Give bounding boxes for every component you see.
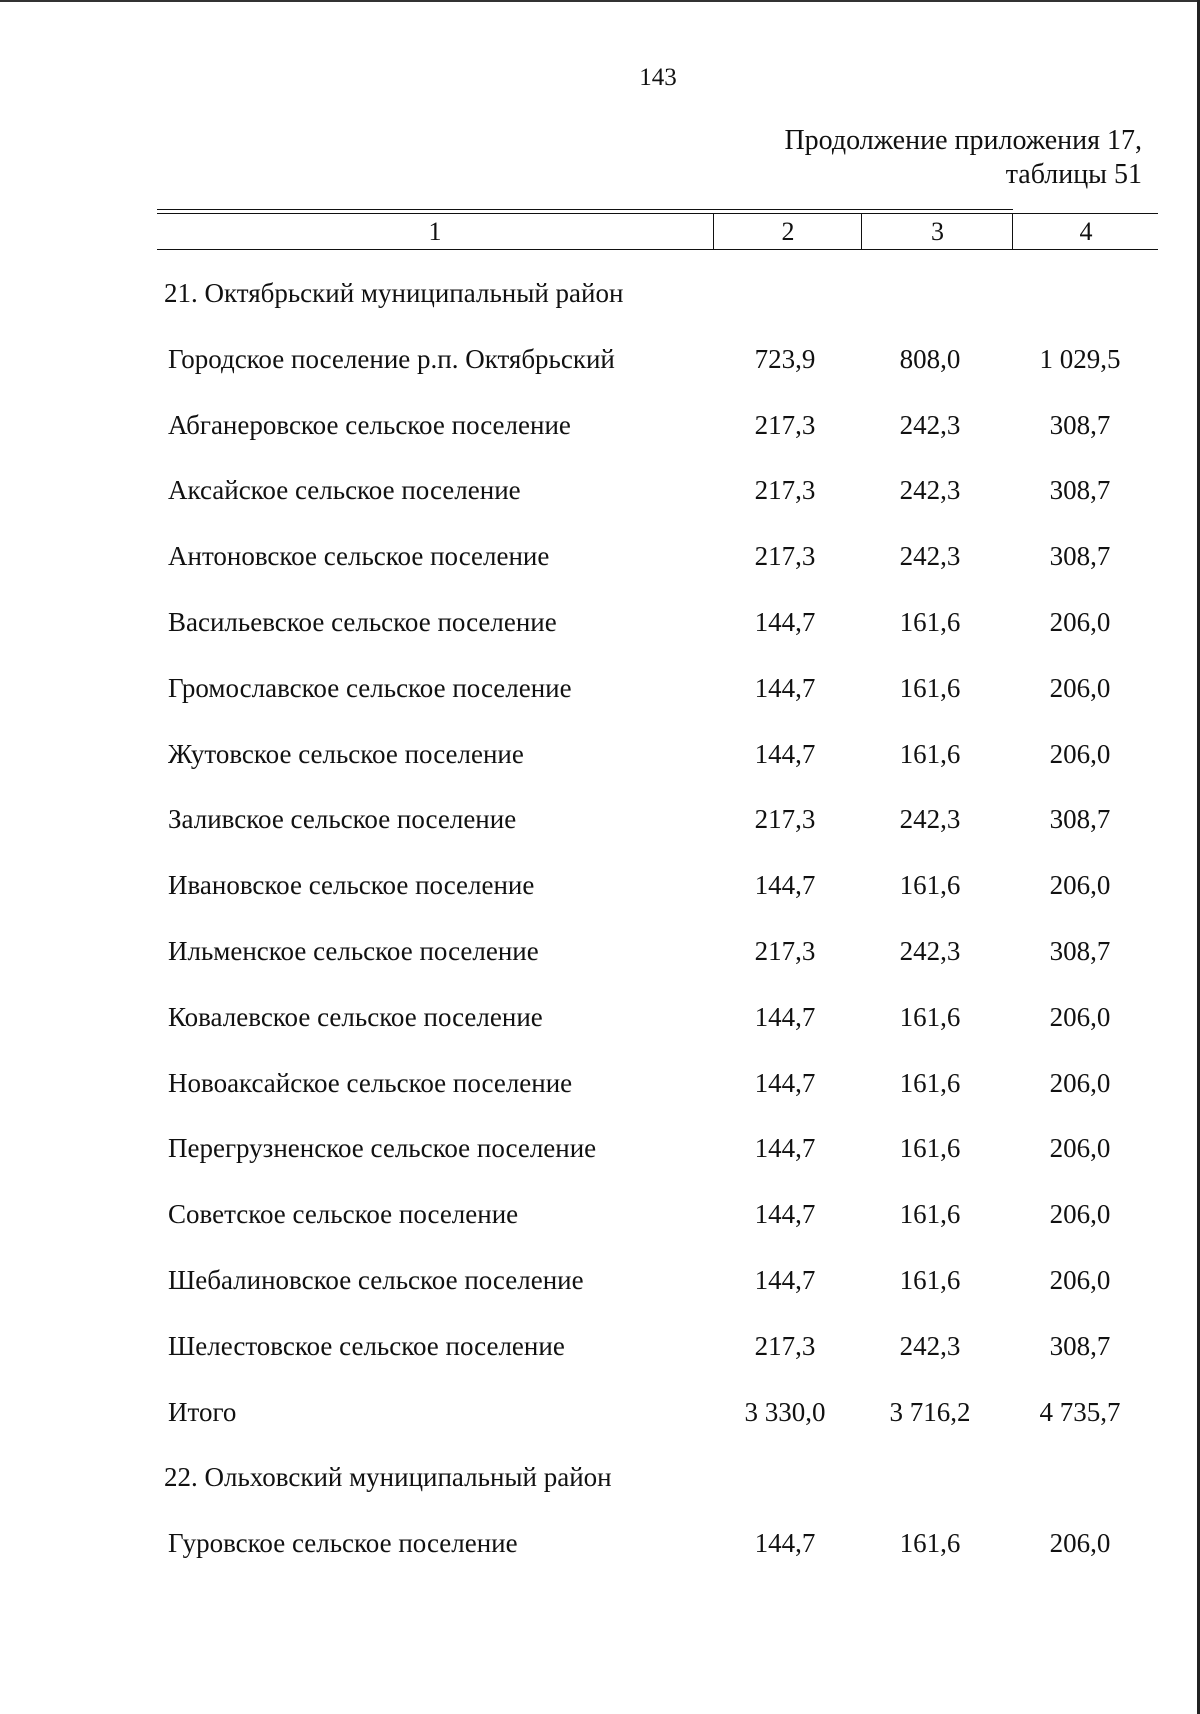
section-heading: 21. Октябрьский муниципальный район bbox=[164, 278, 624, 308]
value-col-4: 206,0 bbox=[1049, 1133, 1111, 1164]
settlement-name: Шебалиновское сельское поселение bbox=[168, 1264, 584, 1295]
value-col-2: 144,7 bbox=[754, 1001, 816, 1032]
settlement-name: Шелестовское сельское поселение bbox=[168, 1330, 565, 1361]
value-col-4: 308,7 bbox=[1049, 475, 1111, 506]
value-col-3: 161,6 bbox=[899, 1133, 961, 1164]
section-heading-row bbox=[0, 1452, 1200, 1518]
value-col-2: 217,3 bbox=[754, 1330, 816, 1361]
value-col-2: 217,3 bbox=[754, 804, 816, 835]
value-col-3: 161,6 bbox=[899, 1528, 961, 1559]
page-number: 143 bbox=[639, 64, 677, 91]
value-col-2: 144,7 bbox=[754, 1067, 816, 1098]
settlement-name: Ивановское сельское поселение bbox=[168, 870, 535, 901]
table-row bbox=[0, 400, 1200, 466]
table-row bbox=[0, 794, 1200, 860]
value-col-2: 144,7 bbox=[754, 738, 816, 769]
table-row bbox=[0, 465, 1200, 531]
value-col-3: 161,6 bbox=[899, 1001, 961, 1032]
continuation-note bbox=[784, 124, 1142, 192]
table-row bbox=[0, 597, 1200, 663]
section-heading: 22. Ольховский муниципальный район bbox=[164, 1462, 612, 1493]
value-col-4: 308,7 bbox=[1049, 409, 1111, 440]
value-col-4: 206,0 bbox=[1049, 1001, 1111, 1032]
value-col-3: 242,3 bbox=[899, 804, 961, 835]
column-header-4: 4 bbox=[1012, 214, 1159, 249]
value-col-3: 161,6 bbox=[899, 1199, 961, 1230]
value-col-3: 242,3 bbox=[899, 935, 961, 966]
table-row bbox=[0, 1123, 1200, 1189]
table-row bbox=[0, 1189, 1200, 1255]
settlement-name: Антоновское сельское поселение bbox=[168, 541, 550, 572]
value-col-2: 144,7 bbox=[754, 1133, 816, 1164]
table-row bbox=[0, 860, 1200, 926]
value-col-4: 206,0 bbox=[1049, 1528, 1111, 1559]
value-col-2: 217,3 bbox=[754, 475, 816, 506]
value-col-4: 308,7 bbox=[1049, 541, 1111, 572]
value-col-3: 808,0 bbox=[899, 343, 961, 374]
value-col-2: 217,3 bbox=[754, 935, 816, 966]
value-col-4: 4 735,7 bbox=[1039, 1396, 1121, 1427]
settlement-name: Советское сельское поселение bbox=[168, 1199, 519, 1230]
table-row bbox=[0, 663, 1200, 729]
value-col-2: 144,7 bbox=[754, 606, 816, 637]
value-col-3: 161,6 bbox=[899, 1264, 961, 1295]
value-col-2: 144,7 bbox=[754, 1264, 816, 1295]
value-col-4: 308,7 bbox=[1049, 1330, 1111, 1361]
value-col-3: 161,6 bbox=[899, 606, 961, 637]
value-col-2: 144,7 bbox=[754, 1199, 816, 1230]
value-col-2: 217,3 bbox=[754, 541, 816, 572]
value-col-3: 242,3 bbox=[899, 409, 961, 440]
value-col-3: 242,3 bbox=[899, 1330, 961, 1361]
table-row bbox=[0, 1518, 1200, 1584]
value-col-4: 206,0 bbox=[1049, 1199, 1111, 1230]
table-header bbox=[157, 213, 1158, 250]
continuation-line-1: Продолжение приложения 17, bbox=[784, 125, 1142, 156]
settlement-name: Перегрузненское сельское поселение bbox=[168, 1133, 597, 1164]
value-col-2: 144,7 bbox=[754, 672, 816, 703]
section-heading-row bbox=[0, 268, 1200, 334]
settlement-name: Абганеровское сельское поселение bbox=[168, 409, 571, 440]
value-col-4: 206,0 bbox=[1049, 738, 1111, 769]
settlement-name: Итого bbox=[168, 1396, 237, 1427]
table-row bbox=[0, 1255, 1200, 1321]
column-header-1: 1 bbox=[428, 217, 442, 246]
table-row bbox=[0, 1321, 1200, 1387]
value-col-2: 144,7 bbox=[754, 870, 816, 901]
table-row bbox=[0, 334, 1200, 400]
settlement-name: Гуровское сельское поселение bbox=[168, 1528, 518, 1559]
value-col-3: 242,3 bbox=[899, 475, 961, 506]
table-row bbox=[0, 729, 1200, 795]
value-col-4: 206,0 bbox=[1049, 1264, 1111, 1295]
table-row bbox=[0, 531, 1200, 597]
settlement-name: Жутовское сельское поселение bbox=[168, 738, 524, 769]
value-col-3: 161,6 bbox=[899, 870, 961, 901]
column-header-2: 2 bbox=[713, 214, 862, 249]
table-row bbox=[0, 992, 1200, 1058]
value-col-2: 3 330,0 bbox=[744, 1396, 826, 1427]
value-col-2: 217,3 bbox=[754, 409, 816, 440]
value-col-3: 242,3 bbox=[899, 541, 961, 572]
table-row bbox=[0, 1058, 1200, 1124]
value-col-2: 144,7 bbox=[754, 1528, 816, 1559]
value-col-4: 206,0 bbox=[1049, 606, 1111, 637]
scan-border-top bbox=[0, 0, 1200, 2]
settlement-name: Аксайское сельское поселение bbox=[168, 475, 521, 506]
settlement-name: Васильевское сельское поселение bbox=[168, 606, 557, 637]
table-row bbox=[0, 1387, 1200, 1453]
table-header-top-rule bbox=[157, 209, 1013, 210]
value-col-3: 3 716,2 bbox=[889, 1396, 971, 1427]
value-col-4: 206,0 bbox=[1049, 870, 1111, 901]
settlement-name: Ильменское сельское поселение bbox=[168, 935, 539, 966]
settlement-name: Ковалевское сельское поселение bbox=[168, 1001, 543, 1032]
settlement-name: Громославское сельское поселение bbox=[168, 672, 572, 703]
value-col-3: 161,6 bbox=[899, 738, 961, 769]
value-col-4: 308,7 bbox=[1049, 935, 1111, 966]
column-header-3: 3 bbox=[861, 214, 1013, 249]
table-row bbox=[0, 926, 1200, 992]
settlement-name: Новоаксайское сельское поселение bbox=[168, 1067, 573, 1098]
value-col-3: 161,6 bbox=[899, 1067, 961, 1098]
value-col-4: 308,7 bbox=[1049, 804, 1111, 835]
settlement-name: Заливское сельское поселение bbox=[168, 804, 517, 835]
value-col-3: 161,6 bbox=[899, 672, 961, 703]
value-col-4: 1 029,5 bbox=[1039, 343, 1121, 374]
value-col-2: 723,9 bbox=[754, 343, 816, 374]
value-col-4: 206,0 bbox=[1049, 672, 1111, 703]
continuation-line-2: таблицы 51 bbox=[1005, 159, 1142, 190]
value-col-4: 206,0 bbox=[1049, 1067, 1111, 1098]
table-body bbox=[0, 268, 1200, 1584]
settlement-name: Городское поселение р.п. Октябрьский bbox=[168, 343, 615, 374]
